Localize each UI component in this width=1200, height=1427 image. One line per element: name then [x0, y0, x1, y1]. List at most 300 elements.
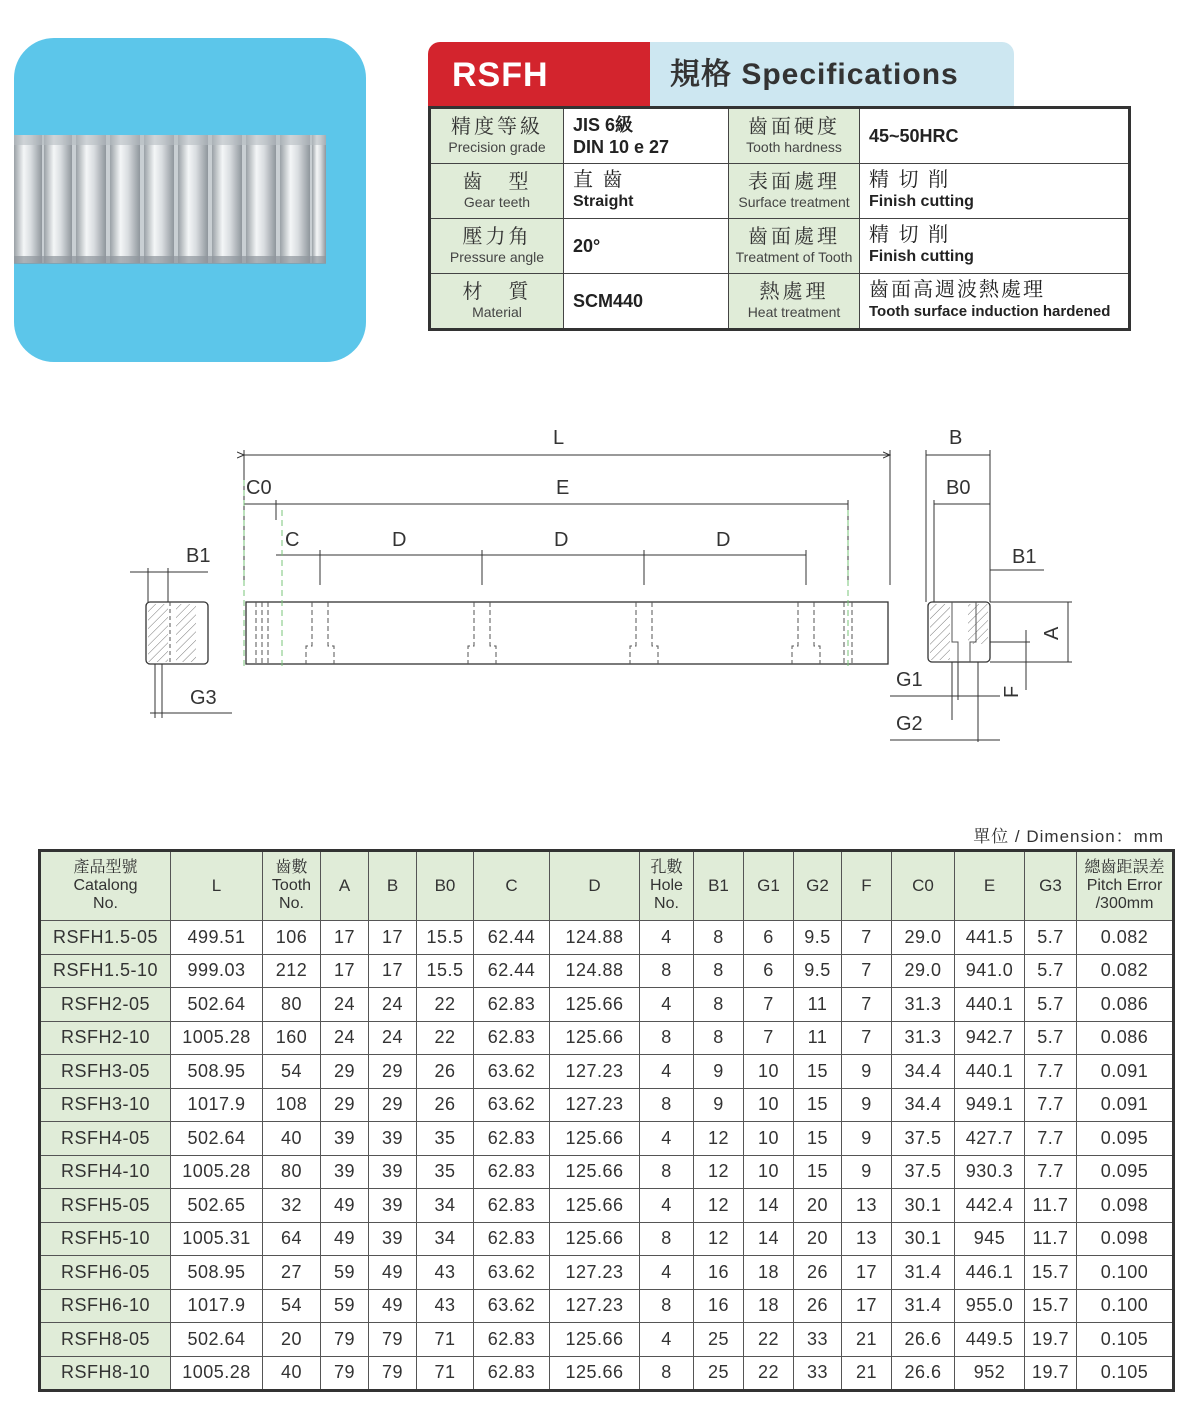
gear-rack-photo [14, 38, 366, 362]
table-cell: 34 [417, 1222, 474, 1256]
table-cell: 442.4 [955, 1189, 1025, 1223]
catalog-number-cell: RSFH5-10 [40, 1222, 171, 1256]
table-cell: 7.7 [1025, 1055, 1077, 1089]
table-cell: 12 [694, 1189, 744, 1223]
table-cell: 8 [694, 954, 744, 988]
dim-label-B1: B1 [1012, 546, 1037, 568]
table-row [40, 954, 1174, 988]
table-cell: 106 [263, 921, 321, 955]
spec-value: 精 切 削 Finish cutting [860, 164, 1130, 219]
col-header-C: C [474, 851, 550, 921]
table-cell: 34.4 [892, 1088, 955, 1122]
col-header-A: A [321, 851, 369, 921]
table-cell: 9 [842, 1088, 892, 1122]
table-cell: 127.23 [550, 1088, 640, 1122]
table-cell: 35 [417, 1155, 474, 1189]
table-cell: 508.95 [171, 1055, 263, 1089]
table-cell: 7 [842, 921, 892, 955]
table-cell: 22 [417, 988, 474, 1022]
table-cell: 20 [794, 1222, 842, 1256]
table-cell: 43 [417, 1289, 474, 1323]
table-cell: 427.7 [955, 1122, 1025, 1156]
table-row [40, 1189, 1174, 1223]
table-cell: 502.65 [171, 1189, 263, 1223]
table-cell: 24 [321, 988, 369, 1022]
table-cell: 39 [369, 1189, 417, 1223]
table-cell: 160 [263, 1021, 321, 1055]
table-cell: 9 [842, 1155, 892, 1189]
table-cell: 4 [640, 1323, 694, 1357]
col-header-G3: G3 [1025, 851, 1077, 921]
table-cell: 79 [369, 1323, 417, 1357]
table-cell: 8 [640, 1289, 694, 1323]
table-cell: 6 [744, 921, 794, 955]
spec-label: 壓力角 Pressure angle [430, 219, 564, 274]
table-cell: 19.7 [1025, 1323, 1077, 1357]
table-cell: 0.105 [1077, 1323, 1174, 1357]
table-cell: 7.7 [1025, 1122, 1077, 1156]
table-cell: 17 [369, 921, 417, 955]
table-cell: 502.64 [171, 1323, 263, 1357]
table-cell: 0.086 [1077, 1021, 1174, 1055]
spec-label: 齒 型 Gear teeth [430, 164, 564, 219]
spec-label: 精度等級 Precision grade [430, 108, 564, 164]
table-cell: 79 [321, 1356, 369, 1391]
table-cell: 212 [263, 954, 321, 988]
table-cell: 7 [744, 1021, 794, 1055]
table-cell: 62.44 [474, 954, 550, 988]
table-cell: 9 [694, 1088, 744, 1122]
table-cell: 0.091 [1077, 1088, 1174, 1122]
table-cell: 29.0 [892, 954, 955, 988]
table-row [40, 1021, 1174, 1055]
table-row [40, 1356, 1174, 1391]
table-cell: 941.0 [955, 954, 1025, 988]
table-cell: 5.7 [1025, 988, 1077, 1022]
table-cell: 16 [694, 1256, 744, 1290]
table-cell: 7.7 [1025, 1155, 1077, 1189]
table-cell: 10 [744, 1088, 794, 1122]
table-cell: 54 [263, 1055, 321, 1089]
table-cell: 9 [842, 1055, 892, 1089]
spec-label: 材 質 Material [430, 274, 564, 330]
col-header-G1: G1 [744, 851, 794, 921]
table-cell: 71 [417, 1323, 474, 1357]
table-cell: 16 [694, 1289, 744, 1323]
table-cell: 125.66 [550, 1155, 640, 1189]
table-cell: 59 [321, 1256, 369, 1290]
table-cell: 26.6 [892, 1356, 955, 1391]
table-cell: 6 [744, 954, 794, 988]
catalog-number-cell: RSFH6-05 [40, 1256, 171, 1290]
table-cell: 8 [640, 1021, 694, 1055]
table-cell: 15.7 [1025, 1256, 1077, 1290]
table-cell: 64 [263, 1222, 321, 1256]
table-cell: 34.4 [892, 1055, 955, 1089]
catalog-number-cell: RSFH1.5-10 [40, 954, 171, 988]
table-cell: 34 [417, 1189, 474, 1223]
table-cell: 63.62 [474, 1289, 550, 1323]
table-cell: 955.0 [955, 1289, 1025, 1323]
table-cell: 127.23 [550, 1289, 640, 1323]
col-header-B: B [369, 851, 417, 921]
table-cell: 7 [842, 988, 892, 1022]
table-cell: 26 [794, 1256, 842, 1290]
table-cell: 20 [794, 1189, 842, 1223]
table-cell: 29 [369, 1055, 417, 1089]
table-cell: 26 [417, 1088, 474, 1122]
table-cell: 49 [369, 1289, 417, 1323]
table-cell: 0.100 [1077, 1256, 1174, 1290]
table-cell: 26.6 [892, 1323, 955, 1357]
table-cell: 0.082 [1077, 921, 1174, 955]
table-cell: 43 [417, 1256, 474, 1290]
table-cell: 25 [694, 1356, 744, 1391]
table-cell: 15 [794, 1088, 842, 1122]
spec-value: 直 齒 Straight [564, 164, 729, 219]
table-cell: 12 [694, 1155, 744, 1189]
table-cell: 1005.28 [171, 1155, 263, 1189]
table-cell: 125.66 [550, 1122, 640, 1156]
table-cell: 9 [842, 1122, 892, 1156]
table-cell: 62.83 [474, 1222, 550, 1256]
spec-label: 齒面處理 Treatment of Tooth [729, 219, 860, 274]
table-cell: 7 [842, 1021, 892, 1055]
table-cell: 1005.31 [171, 1222, 263, 1256]
catalog-number-cell: RSFH3-05 [40, 1055, 171, 1089]
table-cell: 22 [744, 1323, 794, 1357]
table-cell: 13 [842, 1222, 892, 1256]
table-cell: 1005.28 [171, 1356, 263, 1391]
table-cell: 8 [694, 1021, 744, 1055]
table-cell: 446.1 [955, 1256, 1025, 1290]
table-row [40, 1222, 1174, 1256]
dim-label-F: F [1001, 685, 1023, 698]
col-header-B1: B1 [694, 851, 744, 921]
table-cell: 49 [321, 1189, 369, 1223]
table-cell: 8 [640, 1155, 694, 1189]
table-cell: 8 [640, 1356, 694, 1391]
table-cell: 49 [321, 1222, 369, 1256]
table-cell: 4 [640, 988, 694, 1022]
table-cell: 7 [842, 954, 892, 988]
catalog-number-cell: RSFH2-10 [40, 1021, 171, 1055]
table-cell: 21 [842, 1323, 892, 1357]
dim-label-G2: G2 [896, 713, 923, 735]
dim-label-A: A [1041, 626, 1063, 640]
col-header-B0: B0 [417, 851, 474, 921]
table-cell: 502.64 [171, 1122, 263, 1156]
table-cell: 127.23 [550, 1256, 640, 1290]
table-cell: 79 [369, 1356, 417, 1391]
table-cell: 0.095 [1077, 1155, 1174, 1189]
dimension-table [38, 849, 1175, 1392]
table-cell: 31.4 [892, 1289, 955, 1323]
table-row [40, 1088, 1174, 1122]
table-cell: 124.88 [550, 954, 640, 988]
table-cell: 8 [640, 1088, 694, 1122]
table-cell: 39 [369, 1122, 417, 1156]
spec-row [430, 164, 1130, 219]
table-cell: 9.5 [794, 921, 842, 955]
dim-label-B: B [949, 427, 963, 449]
table-cell: 30.1 [892, 1222, 955, 1256]
dim-label-L: L [553, 427, 565, 449]
table-cell: 49 [369, 1256, 417, 1290]
col-header-hole: 孔數 Hole No. [640, 851, 694, 921]
table-cell: 26 [794, 1289, 842, 1323]
table-row [40, 1323, 1174, 1357]
table-cell: 15 [794, 1122, 842, 1156]
table-cell: 0.098 [1077, 1189, 1174, 1223]
table-cell: 441.5 [955, 921, 1025, 955]
table-cell: 952 [955, 1356, 1025, 1391]
table-cell: 59 [321, 1289, 369, 1323]
table-cell: 0.095 [1077, 1122, 1174, 1156]
table-cell: 11 [794, 1021, 842, 1055]
spec-header [428, 42, 1014, 106]
table-cell: 1017.9 [171, 1289, 263, 1323]
table-cell: 62.83 [474, 1155, 550, 1189]
table-cell: 29 [321, 1055, 369, 1089]
spec-row [430, 274, 1130, 330]
table-cell: 5.7 [1025, 921, 1077, 955]
table-cell: 15.5 [417, 921, 474, 955]
table-cell: 125.66 [550, 1356, 640, 1391]
table-cell: 62.83 [474, 988, 550, 1022]
table-cell: 29.0 [892, 921, 955, 955]
table-cell: 15.7 [1025, 1289, 1077, 1323]
table-cell: 62.44 [474, 921, 550, 955]
table-cell: 449.5 [955, 1323, 1025, 1357]
table-row [40, 1122, 1174, 1156]
table-cell: 9.5 [794, 954, 842, 988]
table-cell: 31.3 [892, 1021, 955, 1055]
table-cell: 0.098 [1077, 1222, 1174, 1256]
table-cell: 124.88 [550, 921, 640, 955]
catalog-number-cell: RSFH6-10 [40, 1289, 171, 1323]
catalog-number-cell: RSFH2-05 [40, 988, 171, 1022]
table-cell: 39 [369, 1155, 417, 1189]
table-cell: 15 [794, 1155, 842, 1189]
catalog-number-cell: RSFH1.5-05 [40, 921, 171, 955]
table-cell: 22 [417, 1021, 474, 1055]
table-cell: 1005.28 [171, 1021, 263, 1055]
table-cell: 499.51 [171, 921, 263, 955]
table-cell: 508.95 [171, 1256, 263, 1290]
spec-label: 齒面硬度 Tooth hardness [729, 108, 860, 164]
dim-label-C: C [285, 529, 300, 551]
dim-label-C0: C0 [246, 477, 272, 499]
table-cell: 15 [794, 1055, 842, 1089]
table-cell: 40 [263, 1122, 321, 1156]
catalog-number-cell: RSFH3-10 [40, 1088, 171, 1122]
table-cell: 125.66 [550, 1323, 640, 1357]
catalog-number-cell: RSFH8-05 [40, 1323, 171, 1357]
table-cell: 11.7 [1025, 1189, 1077, 1223]
catalog-number-cell: RSFH5-05 [40, 1189, 171, 1223]
table-cell: 24 [369, 988, 417, 1022]
table-cell: 12 [694, 1222, 744, 1256]
table-cell: 80 [263, 988, 321, 1022]
catalog-number-cell: RSFH4-05 [40, 1122, 171, 1156]
table-cell: 24 [321, 1021, 369, 1055]
table-cell: 4 [640, 1189, 694, 1223]
catalog-number-cell: RSFH8-10 [40, 1356, 171, 1391]
table-cell: 13 [842, 1189, 892, 1223]
table-cell: 4 [640, 921, 694, 955]
col-header-catalog: 產品型號 Catalong No. [40, 851, 171, 921]
table-header-row [40, 851, 1174, 921]
table-cell: 10 [744, 1122, 794, 1156]
spec-value: 20° [564, 219, 729, 274]
spec-row [430, 219, 1130, 274]
table-cell: 54 [263, 1289, 321, 1323]
series-title: RSFH [428, 42, 650, 106]
dim-label-G1: G1 [896, 669, 923, 691]
table-cell: 39 [321, 1122, 369, 1156]
spec-value: 45~50HRC [860, 108, 1130, 164]
table-cell: 33 [794, 1356, 842, 1391]
table-cell: 63.62 [474, 1055, 550, 1089]
dim-label-D: D [716, 529, 731, 551]
spec-value: 精 切 削 Finish cutting [860, 219, 1130, 274]
table-cell: 32 [263, 1189, 321, 1223]
dim-label-E: E [556, 477, 570, 499]
table-cell: 8 [640, 1222, 694, 1256]
dim-label-B0: B0 [946, 477, 971, 499]
table-cell: 30.1 [892, 1189, 955, 1223]
table-cell: 0.086 [1077, 988, 1174, 1022]
spec-value: 齒面高週波熱處理 Tooth surface induction hardened [860, 274, 1130, 330]
table-cell: 40 [263, 1356, 321, 1391]
table-cell: 0.100 [1077, 1289, 1174, 1323]
table-cell: 108 [263, 1088, 321, 1122]
dim-label-G3: G3 [190, 687, 217, 709]
table-cell: 125.66 [550, 1189, 640, 1223]
table-cell: 127.23 [550, 1055, 640, 1089]
table-cell: 11 [794, 988, 842, 1022]
table-cell: 17 [369, 954, 417, 988]
table-row [40, 1289, 1174, 1323]
table-cell: 15.5 [417, 954, 474, 988]
col-header-E: E [955, 851, 1025, 921]
dim-label-B1: B1 [186, 545, 211, 567]
table-cell: 17 [842, 1289, 892, 1323]
table-cell: 62.83 [474, 1356, 550, 1391]
spec-label: 表面處理 Surface treatment [729, 164, 860, 219]
col-header-D: D [550, 851, 640, 921]
table-cell: 22 [744, 1356, 794, 1391]
col-header-pitch-error: 總齒距誤差 Pitch Error /300mm [1077, 851, 1174, 921]
spec-title: 規格 Specifications [650, 42, 1014, 106]
table-cell: 12 [694, 1122, 744, 1156]
table-cell: 17 [321, 954, 369, 988]
table-cell: 27 [263, 1256, 321, 1290]
table-cell: 125.66 [550, 1222, 640, 1256]
table-cell: 20 [263, 1323, 321, 1357]
table-cell: 4 [640, 1055, 694, 1089]
table-cell: 9 [694, 1055, 744, 1089]
product-image [14, 38, 366, 362]
table-cell: 37.5 [892, 1122, 955, 1156]
table-cell: 24 [369, 1021, 417, 1055]
table-cell: 25 [694, 1323, 744, 1357]
table-cell: 79 [321, 1323, 369, 1357]
table-cell: 5.7 [1025, 1021, 1077, 1055]
table-cell: 949.1 [955, 1088, 1025, 1122]
table-row [40, 1256, 1174, 1290]
table-body [40, 921, 1174, 1391]
table-cell: 63.62 [474, 1256, 550, 1290]
col-header-F: F [842, 851, 892, 921]
dim-label-D: D [554, 529, 569, 551]
units-note: 單位 / Dimension：mm [973, 827, 1164, 846]
table-cell: 17 [842, 1256, 892, 1290]
spec-value: JIS 6級 DIN 10 e 27 [564, 108, 729, 164]
spec-label: 熱處理 Heat treatment [729, 274, 860, 330]
table-cell: 8 [694, 921, 744, 955]
table-cell: 8 [694, 988, 744, 1022]
table-cell: 62.83 [474, 1021, 550, 1055]
table-cell: 71 [417, 1356, 474, 1391]
table-cell: 5.7 [1025, 954, 1077, 988]
table-cell: 7 [744, 988, 794, 1022]
table-cell: 21 [842, 1356, 892, 1391]
table-cell: 19.7 [1025, 1356, 1077, 1391]
table-cell: 8 [640, 954, 694, 988]
table-cell: 10 [744, 1155, 794, 1189]
spec-table [428, 106, 1131, 331]
technical-drawing [0, 420, 1200, 760]
table-cell: 502.64 [171, 988, 263, 1022]
table-cell: 0.082 [1077, 954, 1174, 988]
table-row [40, 1055, 1174, 1089]
table-cell: 945 [955, 1222, 1025, 1256]
table-cell: 930.3 [955, 1155, 1025, 1189]
table-cell: 4 [640, 1122, 694, 1156]
catalog-number-cell: RSFH4-10 [40, 1155, 171, 1189]
table-cell: 35 [417, 1122, 474, 1156]
dim-label-D: D [392, 529, 407, 551]
table-cell: 125.66 [550, 988, 640, 1022]
table-cell: 33 [794, 1323, 842, 1357]
table-cell: 4 [640, 1256, 694, 1290]
table-cell: 14 [744, 1222, 794, 1256]
table-cell: 999.03 [171, 954, 263, 988]
col-header-C0: C0 [892, 851, 955, 921]
col-header-L: L [171, 851, 263, 921]
table-cell: 440.1 [955, 988, 1025, 1022]
table-cell: 29 [321, 1088, 369, 1122]
table-cell: 29 [369, 1088, 417, 1122]
col-header-G2: G2 [794, 851, 842, 921]
table-cell: 942.7 [955, 1021, 1025, 1055]
table-cell: 31.4 [892, 1256, 955, 1290]
table-cell: 125.66 [550, 1021, 640, 1055]
table-cell: 0.091 [1077, 1055, 1174, 1089]
table-cell: 63.62 [474, 1088, 550, 1122]
table-cell: 39 [369, 1222, 417, 1256]
table-cell: 62.83 [474, 1189, 550, 1223]
spec-row [430, 108, 1130, 164]
table-cell: 31.3 [892, 988, 955, 1022]
table-cell: 1017.9 [171, 1088, 263, 1122]
table-cell: 440.1 [955, 1055, 1025, 1089]
table-cell: 18 [744, 1289, 794, 1323]
table-cell: 10 [744, 1055, 794, 1089]
table-row [40, 921, 1174, 955]
